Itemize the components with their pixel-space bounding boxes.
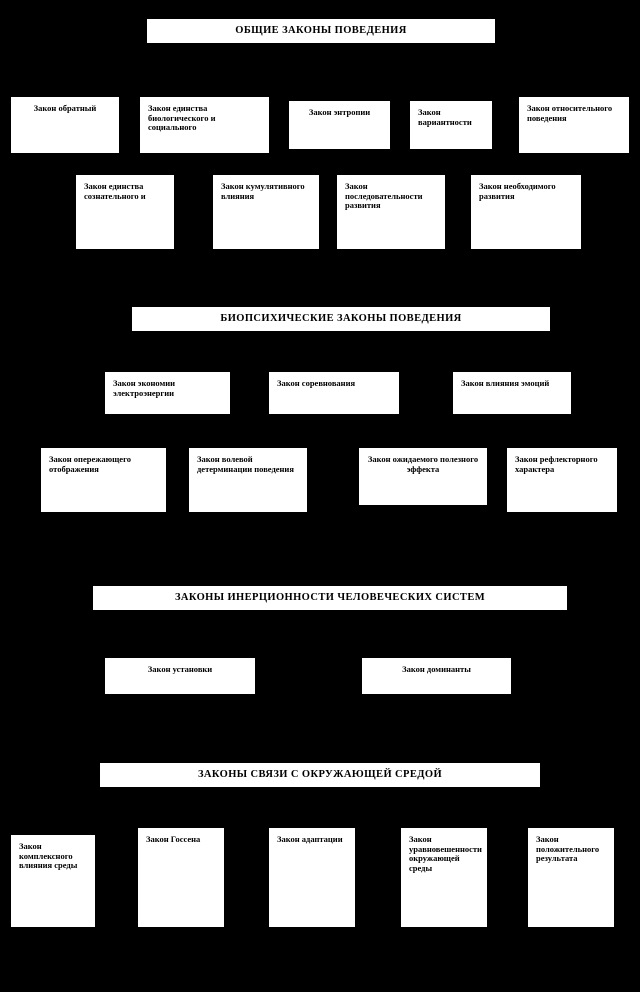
law-box-obratnyi: Закон обратный [10,96,120,154]
law-box-polozhitelnogo-rezultata: Закон положительного результата [527,827,615,928]
law-box-edinstva-biologicheskogo: Закон единства биологического и социального [139,96,270,154]
law-box-vliyaniya-emotsiy: Закон влияния эмоций [452,371,572,415]
section-header-environment-laws: ЗАКОНЫ СВЯЗИ С ОКРУЖАЮЩЕЙ СРЕДОЙ [99,762,541,788]
law-box-ekonomii-elektroenergii: Закон экономии электроэнергии [104,371,231,415]
law-box-volevoy-determinatsii: Закон волевой детерминации поведения [188,447,308,513]
law-box-variantnosti: Закон вариантности [409,100,493,150]
law-box-gossena: Закон Госсена [137,827,225,928]
law-box-uravnoveshennosti-sredy: Закон уравновешенности окружающей среды [400,827,488,928]
section-header-general-laws: ОБЩИЕ ЗАКОНЫ ПОВЕДЕНИЯ [146,18,496,44]
law-box-ustanovki: Закон установки [104,657,256,695]
law-box-otnositelnogo-povedeniya: Закон относительного поведения [518,96,630,154]
law-box-reflektornogo-haraktera: Закон рефлекторного характера [506,447,618,513]
law-box-posledovatelnosti-razvitiya: Закон последовательности развития [336,174,446,250]
section-header-biopsychic-laws: БИОПСИХИЧЕСКИЕ ЗАКОНЫ ПОВЕДЕНИЯ [131,306,551,332]
law-box-adaptatsii: Закон адаптации [268,827,356,928]
law-box-operezhayushchego-otobrazheniya: Закон опережающего отображения [40,447,167,513]
law-box-edinstva-soznatelnogo: Закон единства сознательного и [75,174,175,250]
law-box-kumulyativnogo-vliyaniya: Закон кумулятивного влияния [212,174,320,250]
law-box-neobhodimogo-razvitiya: Закон необходимого развития [470,174,582,250]
law-box-dominanty: Закон доминанты [361,657,512,695]
law-box-ozhidaemogo-poleznogo-effekta: Закон ожидаемого полезного эффекта [358,447,488,506]
law-box-entropii: Закон энтропии [288,100,391,150]
law-box-sorevnovaniya: Закон соревнования [268,371,400,415]
law-box-kompleksnogo-vliyaniya-sredy: Закон комплексного влияния среды [10,834,96,928]
section-header-inertia-laws: ЗАКОНЫ ИНЕРЦИОННОСТИ ЧЕЛОВЕЧЕСКИХ СИСТЕМ [92,585,568,611]
